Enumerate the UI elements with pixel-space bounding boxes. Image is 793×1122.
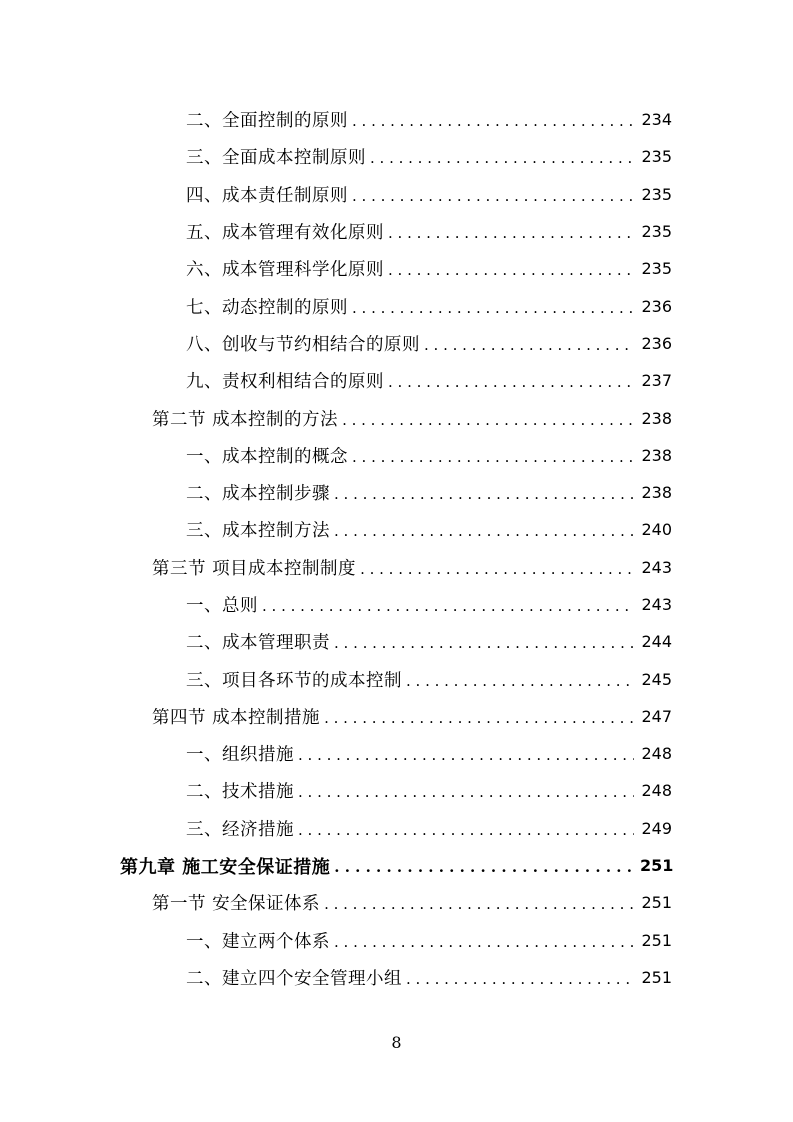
toc-entry[interactable] (0, 586, 793, 623)
toc-entry-title: 二、技术措施 (186, 782, 294, 803)
toc-dot-leader (370, 151, 634, 166)
toc-dot-leader (406, 674, 634, 689)
toc-dot-leader (298, 785, 634, 800)
toc-entry-title: 一、总则 (186, 596, 258, 616)
toc-entry-title: 第九章 施工安全保证措施 (120, 856, 331, 878)
toc-dot-leader (388, 263, 634, 278)
toc-entry-title: 第三节 项目成本控制制度 (152, 558, 357, 579)
toc-entry[interactable] (0, 399, 793, 436)
toc-entry-page: 249 (641, 818, 672, 838)
toc-entry[interactable] (0, 735, 793, 772)
toc-dot-leader (324, 711, 634, 726)
toc-entry-page: 238 (641, 408, 672, 428)
toc-entry-title: 七、动态控制的原则 (186, 297, 348, 318)
toc-entry-title: 六、成本管理科学化原则 (186, 260, 384, 281)
toc-entry-title: 三、项目各环节的成本控制 (186, 670, 402, 691)
toc-entry-page: 240 (641, 520, 672, 540)
toc-dot-leader (388, 375, 634, 390)
toc-entry[interactable] (0, 176, 793, 213)
toc-entry-page: 236 (641, 296, 672, 316)
toc-entry[interactable] (0, 511, 793, 548)
page-number: 8 (391, 1033, 402, 1052)
toc-dot-leader (352, 114, 634, 129)
toc-entry-page: 243 (641, 557, 672, 577)
toc-entry-title: 二、成本管理职责 (186, 633, 330, 654)
toc-entry[interactable] (0, 213, 793, 250)
toc-entry-page: 251 (640, 856, 674, 876)
toc-entry-page: 237 (641, 371, 672, 391)
toc-entry-title: 第二节 成本控制的方法 (152, 409, 339, 430)
toc-entry-page: 235 (641, 222, 672, 242)
toc-dot-leader (406, 972, 634, 987)
toc-entry-title: 五、成本管理有效化原则 (186, 223, 384, 244)
toc-entry-page: 248 (641, 781, 672, 801)
toc-entry[interactable] (0, 138, 793, 175)
toc-entry-page: 243 (641, 595, 672, 614)
toc-entry[interactable] (0, 660, 793, 697)
toc-entry[interactable] (0, 325, 793, 362)
toc-entry[interactable] (0, 287, 793, 324)
toc-entry[interactable] (0, 922, 793, 959)
toc-entry-page: 238 (641, 445, 672, 465)
table-of-contents (0, 101, 793, 996)
toc-entry-title: 三、成本控制方法 (186, 521, 330, 542)
toc-entry[interactable] (0, 362, 793, 399)
toc-dot-leader (424, 338, 634, 353)
toc-entry[interactable] (0, 772, 793, 809)
toc-entry[interactable] (0, 437, 793, 474)
toc-entry[interactable] (0, 884, 793, 921)
toc-entry[interactable] (0, 250, 793, 287)
toc-entry[interactable] (0, 698, 793, 735)
toc-dot-leader (298, 823, 634, 838)
toc-dot-leader (262, 599, 634, 614)
toc-entry-title: 二、建立四个安全管理小组 (186, 968, 402, 989)
toc-entry-page: 247 (641, 706, 672, 726)
toc-entry-page: 235 (641, 147, 672, 167)
toc-entry[interactable] (0, 101, 793, 138)
toc-dot-leader (388, 226, 634, 241)
toc-dot-leader (352, 301, 634, 316)
toc-entry[interactable] (0, 474, 793, 511)
toc-dot-leader (334, 860, 634, 875)
toc-entry[interactable] (0, 549, 793, 586)
toc-entry-title: 第四节 成本控制措施 (152, 707, 321, 728)
toc-entry[interactable] (0, 623, 793, 660)
toc-entry-page: 245 (641, 669, 672, 689)
toc-entry-title: 四、成本责任制原则 (186, 185, 348, 206)
toc-entry[interactable] (0, 959, 793, 996)
toc-entry-title: 一、成本控制的概念 (186, 446, 348, 467)
toc-dot-leader (360, 562, 634, 577)
toc-dot-leader (298, 748, 634, 763)
toc-entry-title: 八、创收与节约相结合的原则 (186, 334, 420, 355)
toc-entry-page: 251 (641, 893, 672, 913)
toc-entry-title: 第一节 安全保证体系 (152, 894, 321, 915)
toc-entry-page: 244 (641, 632, 672, 652)
toc-entry-page: 251 (641, 930, 672, 950)
toc-entry-page: 238 (641, 483, 672, 503)
toc-dot-leader (334, 487, 634, 502)
toc-entry[interactable] (0, 847, 793, 884)
toc-entry-page: 235 (641, 259, 672, 279)
toc-entry-page: 248 (641, 744, 672, 764)
toc-dot-leader (334, 636, 634, 651)
toc-entry[interactable] (0, 810, 793, 847)
toc-entry-title: 三、经济措施 (186, 819, 294, 840)
toc-entry-title: 二、成本控制步骤 (186, 484, 330, 505)
toc-entry-title: 一、组织措施 (186, 745, 294, 766)
toc-entry-page: 251 (641, 967, 672, 987)
toc-dot-leader (352, 450, 634, 465)
toc-entry-title: 三、全面成本控制原则 (186, 148, 366, 169)
toc-dot-leader (352, 189, 634, 204)
toc-entry-title: 九、责权利相结合的原则 (186, 372, 384, 393)
toc-entry-page: 235 (641, 184, 672, 204)
toc-entry-page: 236 (641, 333, 672, 353)
toc-entry-title: 二、全面控制的原则 (186, 111, 348, 132)
toc-dot-leader (334, 524, 634, 539)
toc-dot-leader (334, 935, 634, 950)
toc-entry-title: 一、建立两个体系 (186, 931, 330, 952)
toc-dot-leader (324, 897, 634, 912)
toc-entry-page: 234 (641, 110, 672, 130)
toc-dot-leader (342, 413, 634, 428)
